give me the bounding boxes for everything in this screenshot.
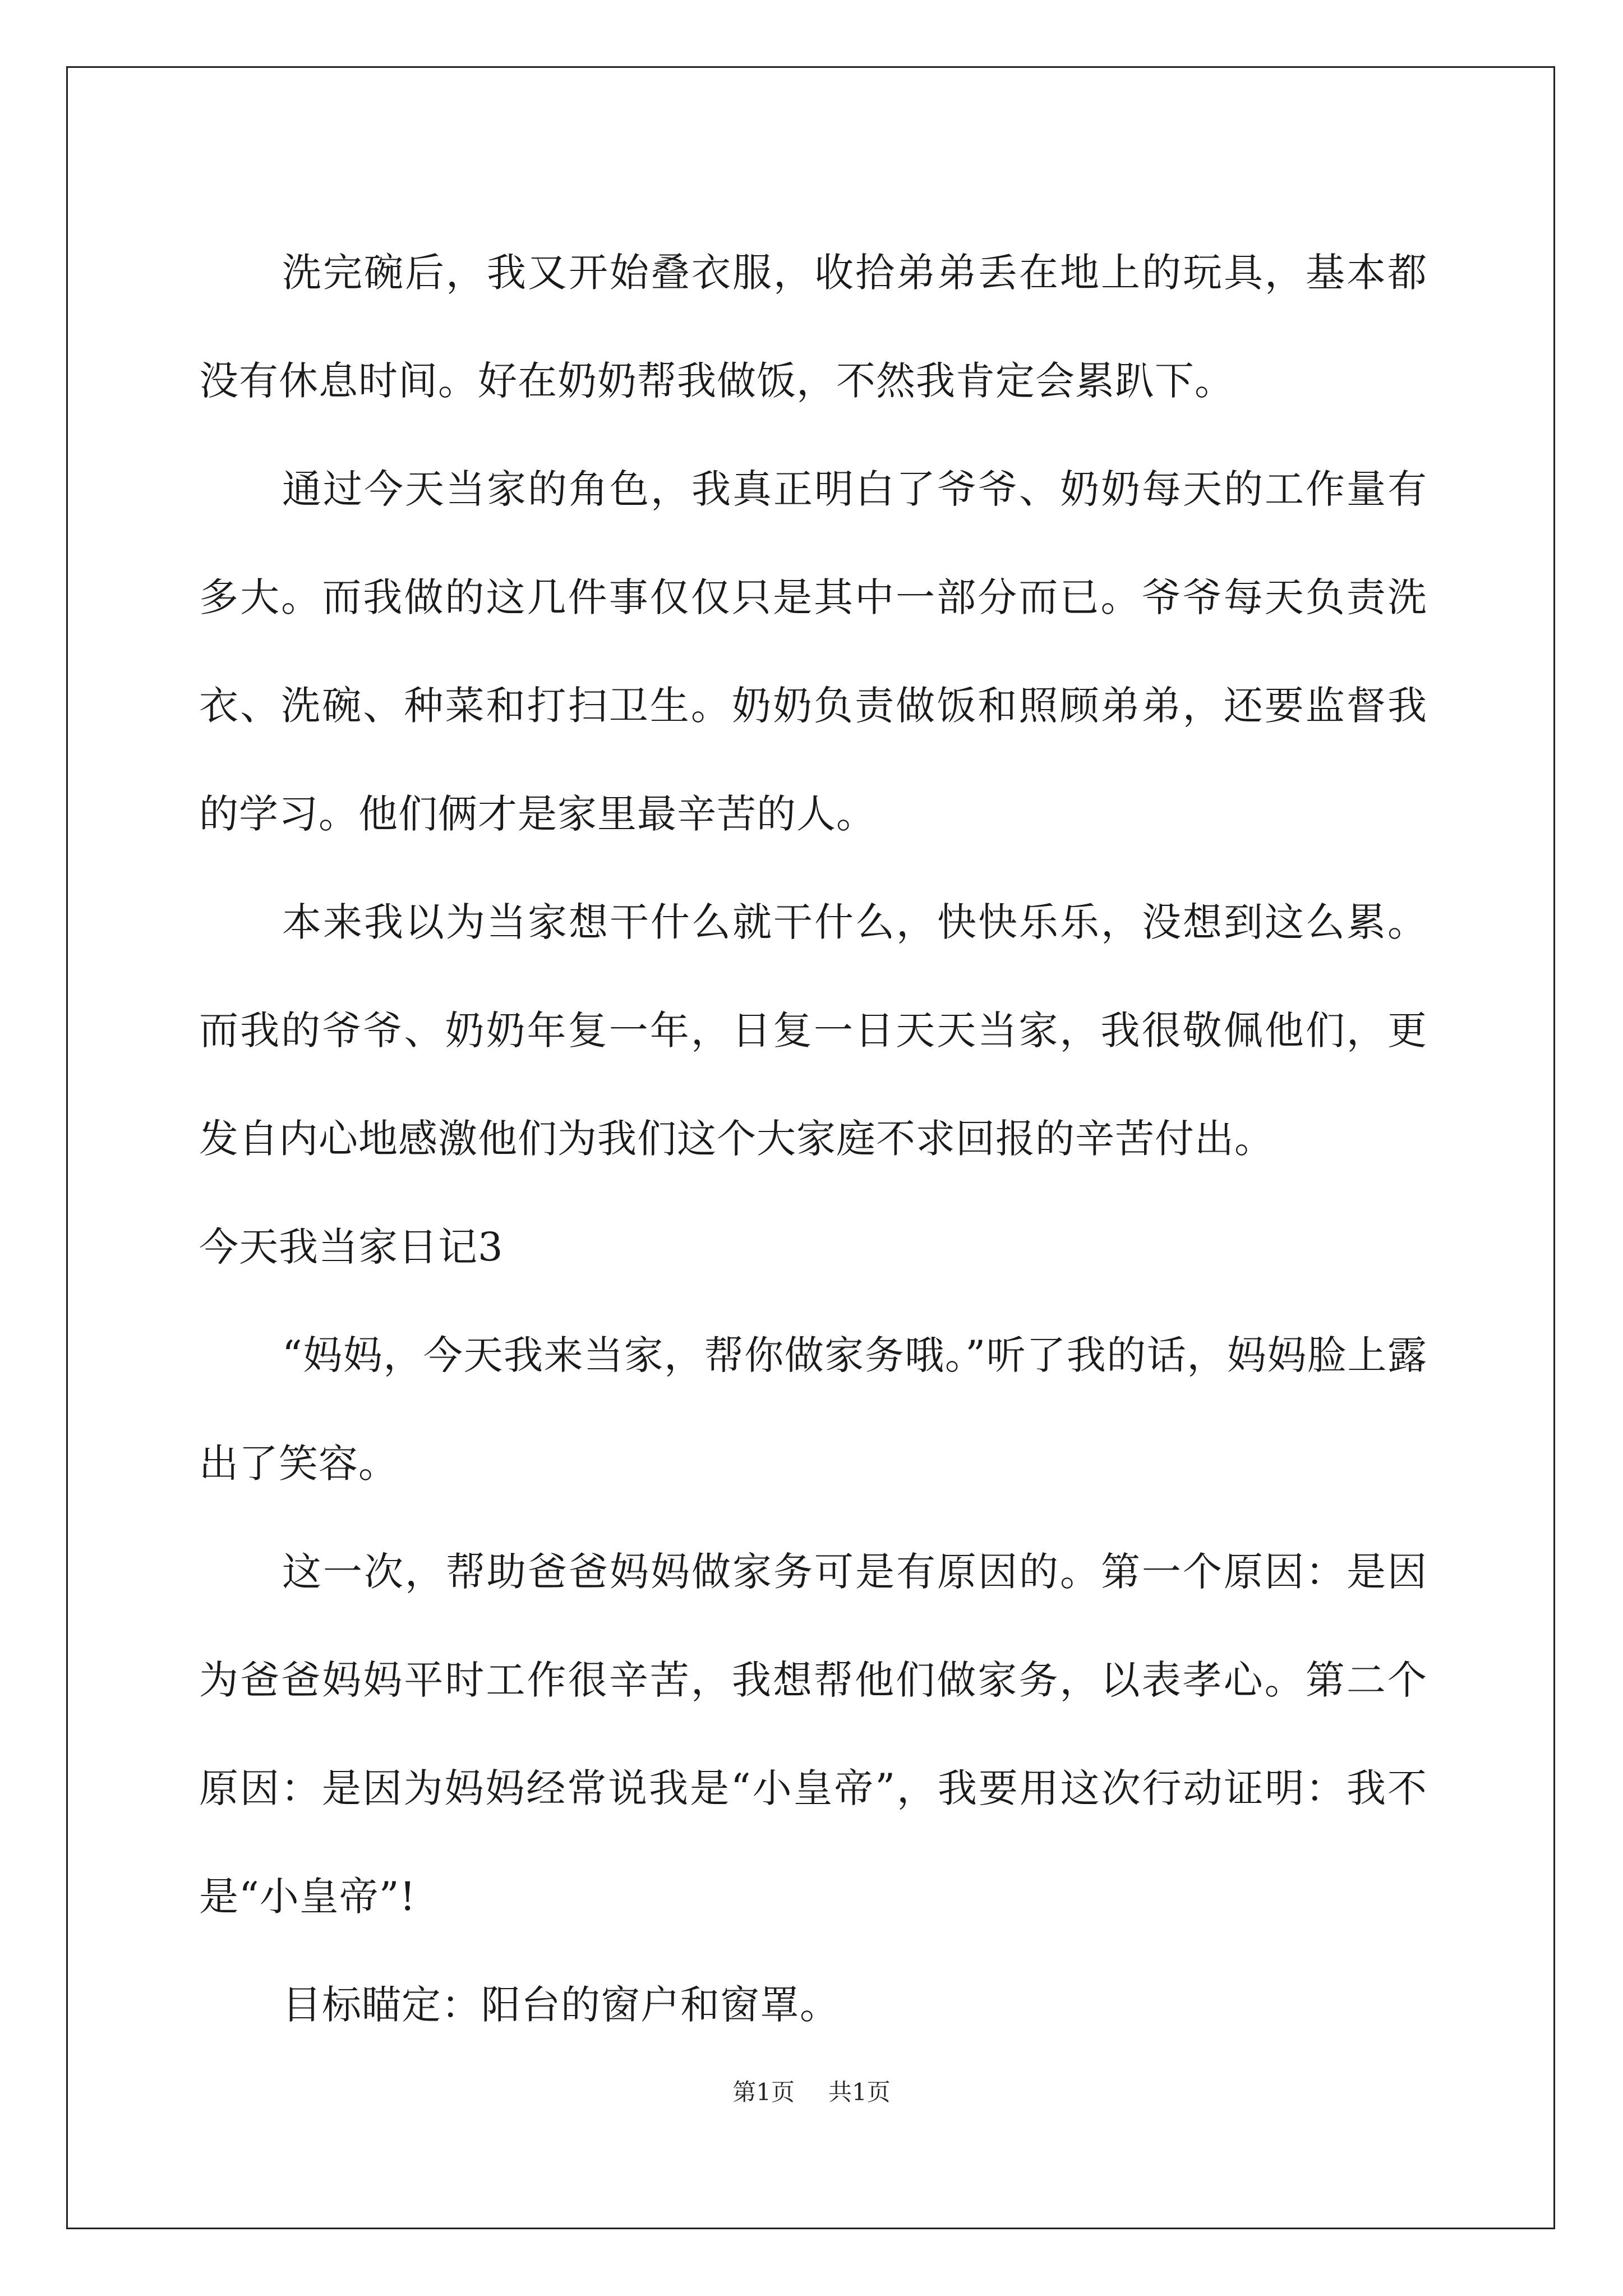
document-body	[199, 219, 1427, 2059]
paragraph: 通过今天当家的角色，我真正明白了爷爷、奶奶每天的工作量有多大。而我做的这几件事仅仅只是其中一部分而已。爷爷每天负责洗衣、洗碗、种菜和打扫卫生。奶奶负责做饭和照顾弟弟，还要监督我的学习。他们俩才是家里最辛苦的人。	[199, 466, 1427, 837]
page-footer	[0, 2076, 1623, 2109]
paragraph: 本来我以为当家想干什么就干什么，快快乐乐，没想到这么累。而我的爷爷、奶奶年复一年，日复一日天天当家，我很敬佩他们，更发自内心地感激他们为我们这个大家庭不求回报的辛苦付出。	[199, 899, 1427, 1162]
paragraph: 这一次，帮助爸爸妈妈做家务可是有原因的。第一个原因：是因为爸爸妈妈平时工作很辛苦，我想帮他们做家务，以表孝心。第二个原因：是因为妈妈经常说我是“小皇帝”，我要用这次行动证明：我不是“小皇帝”!	[199, 1549, 1427, 1920]
paragraph: 目标瞄定：阳台的窗户和窗罩。	[282, 1982, 840, 2028]
page-total: 共1页	[828, 2078, 891, 2106]
page-number: 第1页	[732, 2078, 795, 2106]
paragraph: 洗完碗后，我又开始叠衣服，收拾弟弟丢在地上的玩具，基本都没有休息时间。好在奶奶帮我做饭，不然我肯定会累趴下。	[199, 250, 1427, 404]
section-heading: 今天我当家日记3	[199, 1224, 504, 1270]
paragraph: “妈妈，今天我来当家，帮你做家务哦。”听了我的话，妈妈脸上露出了笑容。	[199, 1332, 1427, 1487]
